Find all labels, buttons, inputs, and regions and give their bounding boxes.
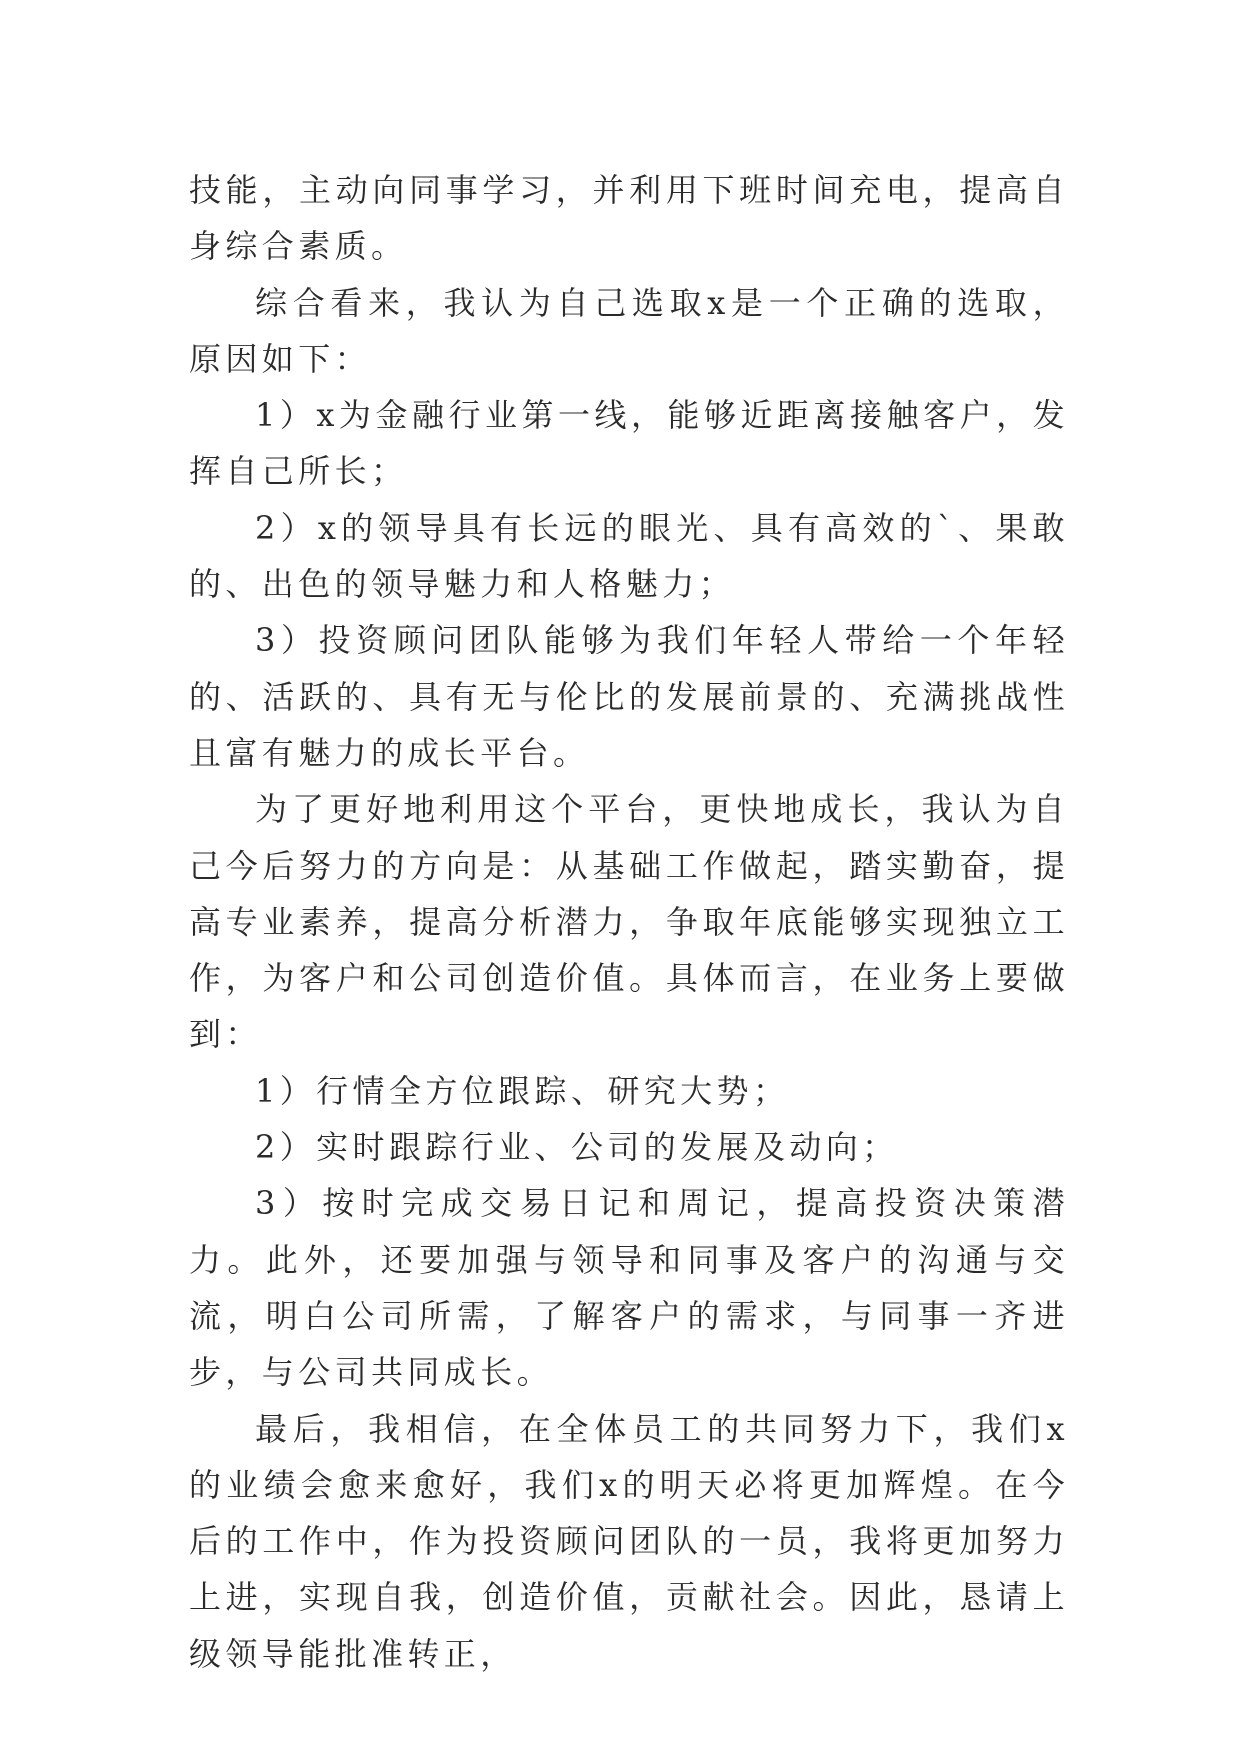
paragraph-continuation: 技能，主动向同事学习，并利用下班时间充电，提高自身综合素质。 bbox=[189, 171, 1069, 266]
paragraph-reason-1: 1）x为金融行业第一线，能够近距离接触客户，发挥自己所长； bbox=[189, 396, 1069, 491]
paragraph-reason-2: 2）x的领导具有长远的眼光、具有高效的`、果敢的、出色的领导魅力和人格魅力； bbox=[189, 508, 1069, 604]
paragraph-task-2: 2）实时跟踪行业、公司的发展及动向； bbox=[255, 1128, 899, 1167]
paragraph-task-1: 1）行情全方位跟踪、研究大势； bbox=[255, 1071, 790, 1110]
paragraph-reason-3: 3）投资顾问团队能够为我们年轻人带给一个年轻的、活跃的、具有无与伦比的发展前景的、充满挑战性且富有魅力的成长平台。 bbox=[189, 621, 1069, 772]
paragraph-conclusion-intro: 综合看来，我认为自己选取x是一个正确的选取，原因如下： bbox=[189, 283, 1069, 378]
document-body bbox=[189, 162, 1069, 1682]
paragraph-task-3: 3）按时完成交易日记和周记，提高投资决策潜力。此外，还要加强与领导和同事及客户的沟通与交流，明白公司所需，了解客户的需求，与同事一齐进步，与公司共同成长。 bbox=[189, 1184, 1069, 1392]
paragraph-plan: 为了更好地利用这个平台，更快地成长，我认为自己今后努力的方向是：从基础工作做起，踏实勤奋，提高专业素养，提高分析潜力，争取年底能够实现独立工作，为客户和公司创造价值。具体而言，在业务上要做到： bbox=[189, 790, 1069, 1054]
paragraph-closing: 最后，我相信，在全体员工的共同努力下，我们x的业绩会愈来愈好，我们x的明天必将更加辉煌。在今后的工作中，作为投资顾问团队的一员，我将更加努力上进，实现自我，创造价值，贡献社会。因此，恳请上级领导能批准转正， bbox=[189, 1409, 1069, 1673]
